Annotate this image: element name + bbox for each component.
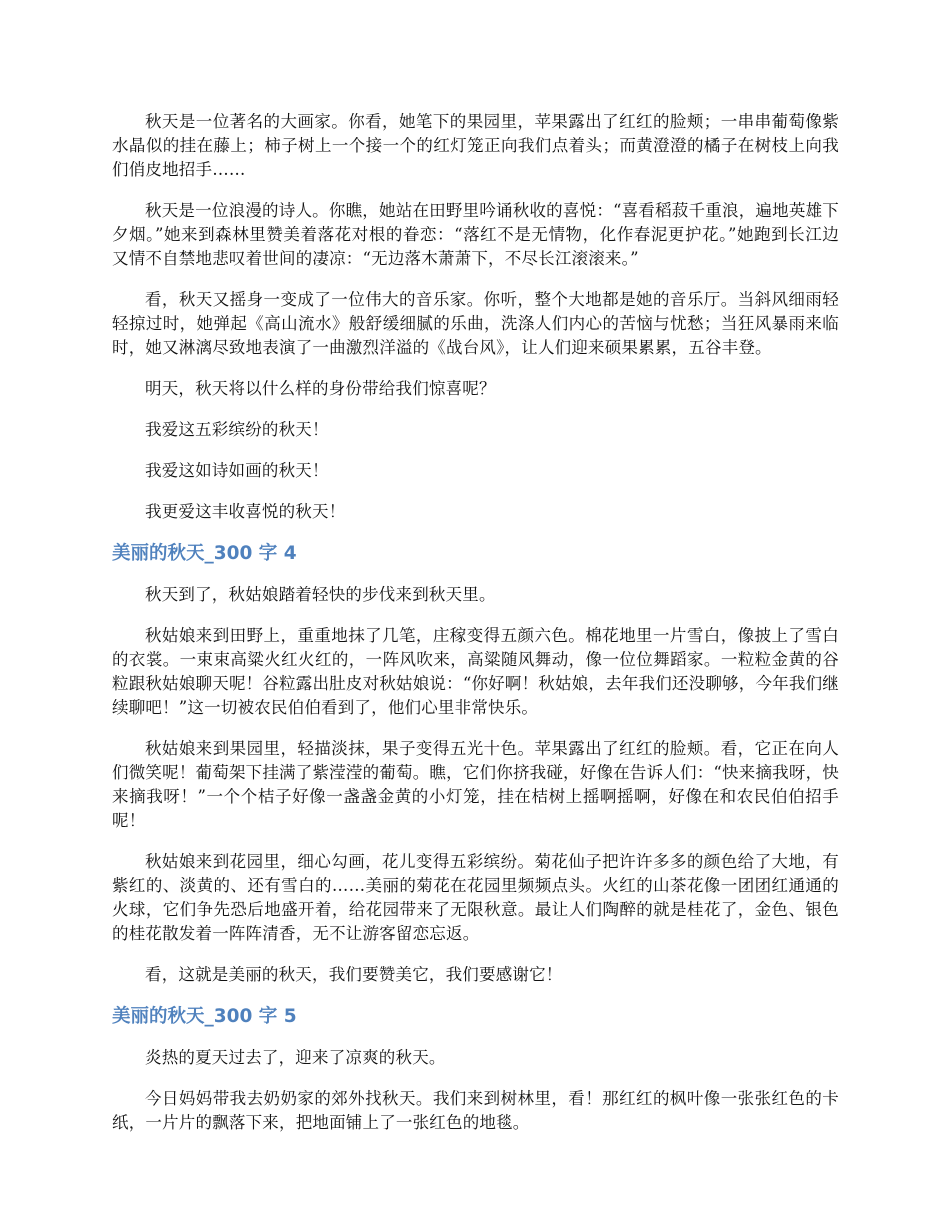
paragraph: 秋姑娘来到花园里，细心勾画，花儿变得五彩缤纷。菊花仙子把许许多多的颜色给了大地，有紫红的、淡黄的、还有雪白的……美丽的菊花在花园里频频点头。火红的山茶花像一团团红通通的火球，它们争先恐后地盛开着，给花园带来了无限秋意。最让人们陶醉的就是桂花了，金色、银色的桂花散发着一阵阵清香，无不让游客留恋忘返。 (112, 852, 839, 943)
paragraph: 看，秋天又摇身一变成了一位伟大的音乐家。你听，整个大地都是她的音乐厅。当斜风细雨轻轻掠过时，她弹起《高山流水》般舒缓细腻的乐曲，洗涤人们内心的苦恼与忧愁；当狂风暴雨来临时，她又淋漓尽致地表演了一曲激烈洋溢的《战台风》，让人们迎来硕果累累，五谷丰登。 (112, 290, 839, 357)
paragraph: 今日妈妈带我去奶奶家的郊外找秋天。我们来到树林里，看！那红红的枫叶像一张张红色的卡纸，一片片的飘落下来，把地面铺上了一张红色的地毯。 (112, 1089, 839, 1132)
paragraph: 明天，秋天将以什么样的身份带给我们惊喜呢？ (145, 379, 496, 398)
paragraph: 我更爱这丰收喜悦的秋天！ (145, 502, 346, 521)
paragraph: 看，这就是美丽的秋天，我们要赞美它，我们要感谢它！ (145, 965, 563, 984)
paragraph: 秋天是一位浪漫的诗人。你瞧，她站在田野里吟诵秋收的喜悦：“喜看稻菽千重浪，遍地英雄下夕烟。”她来到森林里赞美着落花对根的眷恋：“落红不是无情物，化作春泥更护花。”她跑到长江边又情不自禁地悲叹着世间的凄凉：“无边落木萧萧下，不尽长江滚滚来。” (112, 201, 839, 268)
paragraph: 秋姑娘来到果园里，轻描淡抹，果子变得五光十色。苹果露出了红红的脸颊。看，它正在向人们微笑呢！葡萄架下挂满了紫滢滢的葡萄。瞧，它们你挤我碰，好像在告诉人们：“快来摘我呀，快来摘我呀！”一个个桔子好像一盏盏金黄的小灯笼，挂在桔树上摇啊摇啊，好像在和农民伯伯招手呢！ (112, 739, 839, 830)
paragraph: 秋姑娘来到田野上，重重地抹了几笔，庄稼变得五颜六色。棉花地里一片雪白，像披上了雪白的衣裳。一束束高粱火红火红的，一阵风吹来，高粱随风舞动，像一位位舞蹈家。一粒粒金黄的谷粒跟秋姑娘聊天呢！谷粒露出肚皮对秋姑娘说：“你好啊！秋姑娘，去年我们还没聊够，今年我们继续聊吧！”这一切被农民伯伯看到了，他们心里非常快乐。 (112, 626, 839, 717)
paragraph: 我爱这如诗如画的秋天！ (145, 461, 329, 480)
section-heading: 美丽的秋天_300 字 4 (112, 543, 297, 564)
paragraph: 秋天是一位著名的大画家。你看，她笔下的果园里，苹果露出了红红的脸颊；一串串葡萄像紫水晶似的挂在藤上；柿子树上一个接一个的红灯笼正向我们点着头；而黄澄澄的橘子在树枝上向我们俏皮地招手…… (112, 112, 839, 179)
document-body (112, 110, 839, 1152)
paragraph: 秋天到了，秋姑娘踏着轻快的步伐来到秋天里。 (145, 585, 496, 604)
paragraph: 炎热的夏天过去了，迎来了凉爽的秋天。 (145, 1048, 446, 1067)
paragraph: 我爱这五彩缤纷的秋天！ (145, 420, 329, 439)
section-heading: 美丽的秋天_300 字 5 (112, 1006, 297, 1027)
